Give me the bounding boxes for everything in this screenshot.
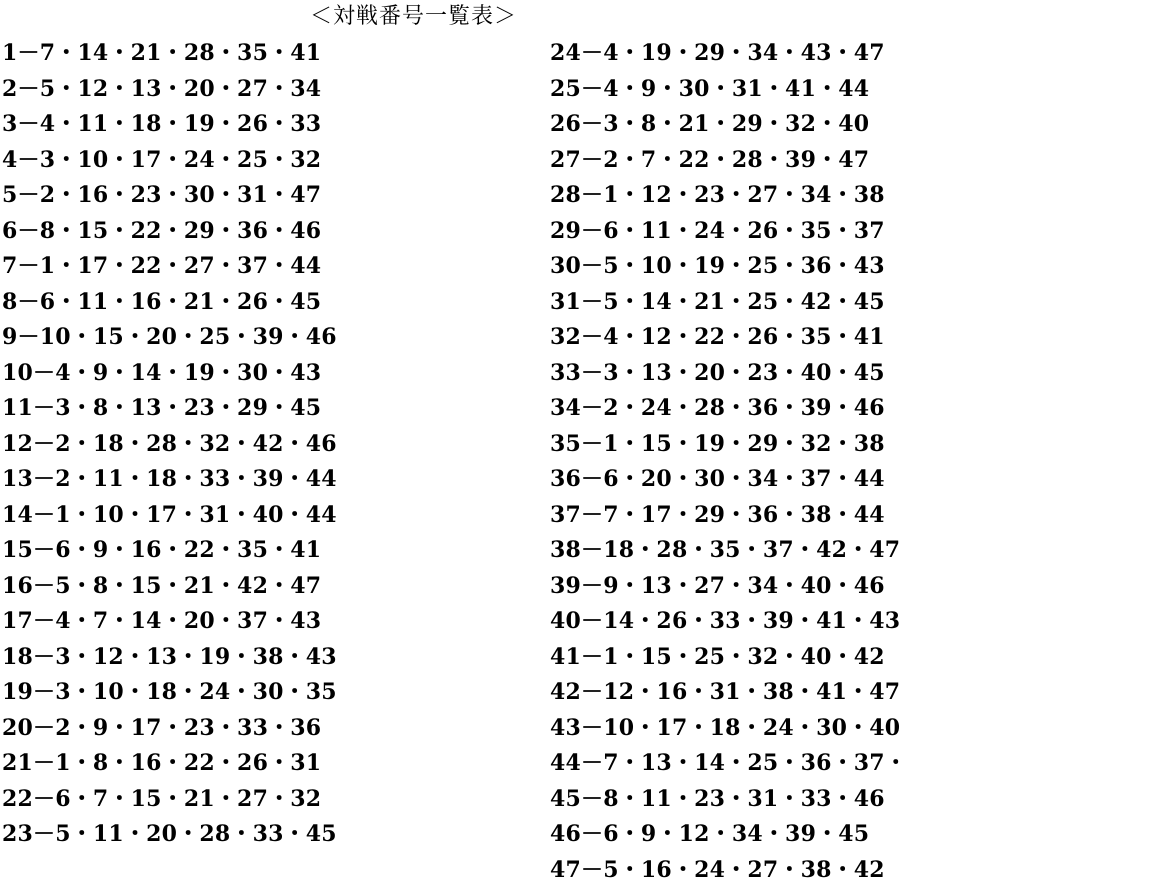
match-row: 26－3・8・21・29・32・40 — [550, 111, 870, 137]
match-row: 16－5・8・15・21・42・47 — [2, 572, 322, 599]
match-row: 25－4・9・30・31・41・44 — [550, 75, 870, 102]
match-row: 32－4・12・22・26・35・41 — [550, 324, 885, 350]
match-row: 7－1・17・22・27・37・44 — [2, 253, 322, 279]
match-row: 13－2・11・18・33・39・44 — [2, 466, 337, 492]
match-row: 23－5・11・20・28・33・45 — [2, 821, 337, 847]
match-row: 41－1・15・25・32・40・42 — [550, 643, 885, 670]
match-row: 8－6・11・16・21・26・45 — [2, 288, 322, 315]
match-row: 19－3・10・18・24・30・35 — [2, 679, 337, 705]
match-row: 31－5・14・21・25・42・45 — [550, 288, 885, 315]
match-row: 5－2・16・23・30・31・47 — [2, 182, 322, 208]
match-row: 28－1・12・23・27・34・38 — [550, 182, 885, 208]
match-row: 44－7・13・14・25・36・37・ — [550, 750, 907, 776]
match-row: 29－6・11・24・26・35・37 — [550, 217, 885, 244]
match-row: 17－4・7・14・20・37・43 — [2, 608, 322, 634]
match-row: 18－3・12・13・19・38・43 — [2, 643, 337, 670]
left-column — [2, 36, 337, 853]
match-row: 27－2・7・22・28・39・47 — [550, 146, 870, 173]
match-row: 37－7・17・29・36・38・44 — [550, 501, 885, 528]
match-row: 43－10・17・18・24・30・40 — [550, 714, 901, 741]
match-row: 11－3・8・13・23・29・45 — [2, 395, 322, 421]
match-row: 14－1・10・17・31・40・44 — [2, 501, 337, 528]
match-row: 39－9・13・27・34・40・46 — [550, 572, 885, 599]
match-row: 20－2・9・17・23・33・36 — [2, 714, 322, 741]
match-row: 12－2・18・28・32・42・46 — [2, 430, 337, 457]
match-row: 10－4・9・14・19・30・43 — [2, 359, 322, 386]
match-row: 15－6・9・16・22・35・41 — [2, 537, 322, 563]
match-row: 38－18・28・35・37・42・47 — [550, 537, 901, 563]
match-row: 47－5・16・24・27・38・42 — [550, 856, 885, 883]
match-row: 22－6・7・15・21・27・32 — [2, 785, 322, 812]
match-row: 45－8・11・23・31・33・46 — [550, 785, 885, 812]
match-row: 42－12・16・31・38・41・47 — [550, 679, 901, 705]
match-row: 21－1・8・16・22・26・31 — [2, 750, 322, 776]
match-row: 1－7・14・21・28・35・41 — [2, 40, 322, 66]
match-row: 9－10・15・20・25・39・46 — [2, 324, 337, 350]
match-row: 3－4・11・18・19・26・33 — [2, 111, 322, 137]
match-row: 34－2・24・28・36・39・46 — [550, 395, 885, 421]
match-row: 40－14・26・33・39・41・43 — [550, 608, 901, 634]
match-row: 33－3・13・20・23・40・45 — [550, 359, 885, 386]
match-row: 30－5・10・19・25・36・43 — [550, 253, 885, 279]
page-title: ＜対戦番号一覧表＞ — [310, 4, 518, 29]
match-row: 24－4・19・29・34・43・47 — [550, 40, 885, 66]
match-row: 2－5・12・13・20・27・34 — [2, 75, 322, 102]
right-column — [550, 36, 907, 888]
match-row: 6－8・15・22・29・36・46 — [2, 217, 322, 244]
match-row: 36－6・20・30・34・37・44 — [550, 466, 885, 492]
match-row: 4－3・10・17・24・25・32 — [2, 146, 322, 173]
match-row: 35－1・15・19・29・32・38 — [550, 430, 885, 457]
match-row: 46－6・9・12・34・39・45 — [550, 821, 870, 847]
